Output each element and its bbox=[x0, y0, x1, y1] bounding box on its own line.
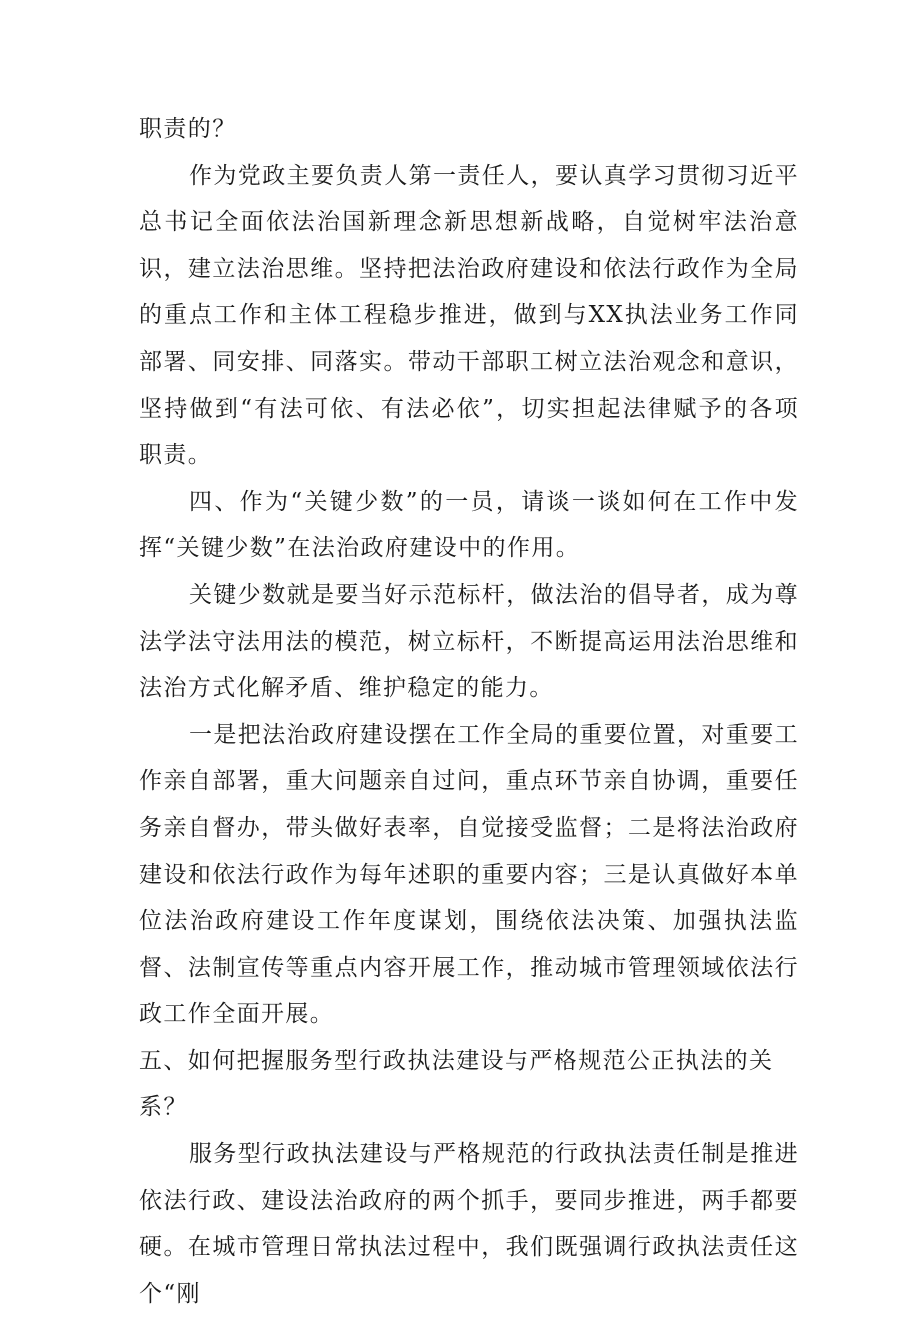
paragraph-responsibility: 作为党政主要负责人第一责任人，要认真学习贯彻习近平总书记全面依法治国新理念新思想新战略，自觉树牢法治意识，建立法治思维。坚持把法治政府建设和依法行政作为全局的重点工作和主体工程稳步推进，做到与XX执法业务工作同部署、同安排、同落实。带动干部职工树立法治观念和意识，坚持做到“有法可依、有法必依”，切实担起法律赋予的各项职责。 bbox=[139, 162, 799, 469]
paragraph-continuation: 职责的？ bbox=[139, 116, 237, 142]
question-four-heading: 四、作为“关键少数”的一员，请谈一谈如何在工作中发挥“关键少数”在法治政府建设中的作用。 bbox=[139, 488, 799, 562]
question-five-heading: 五、如何把握服务型行政执法建设与严格规范公正执法的关系？ bbox=[139, 1047, 774, 1121]
paragraph-key-minority: 关键少数就是要当好示范标杆，做法治的倡导者，成为尊法学法守法用法的模范，树立标杆，不断提高运用法治思维和法治方式化解矛盾、维护稳定的能力。 bbox=[139, 581, 799, 702]
paragraph-measures: 一是把法治政府建设摆在工作全局的重要位置，对重要工作亲自部署，重大问题亲自过问，重点环节亲自协调，重要任务亲自督办，带头做好表率，自觉接受监督；二是将法治政府建设和依法行政作为每年述职的重要内容；三是认真做好本单位法治政府建设工作年度谋划，围绕依法决策、加强执法监督、法制宣传等重点内容开展工作，推动城市管理领域依法行政工作全面开展。 bbox=[139, 721, 799, 1028]
document-body bbox=[139, 106, 799, 1317]
paragraph-service-enforcement: 服务型行政执法建设与严格规范的行政执法责任制是推进依法行政、建设法治政府的两个抓手，要同步推进，两手都要硬。在城市管理日常执法过程中，我们既强调行政执法责任这个“刚 bbox=[139, 1141, 799, 1307]
